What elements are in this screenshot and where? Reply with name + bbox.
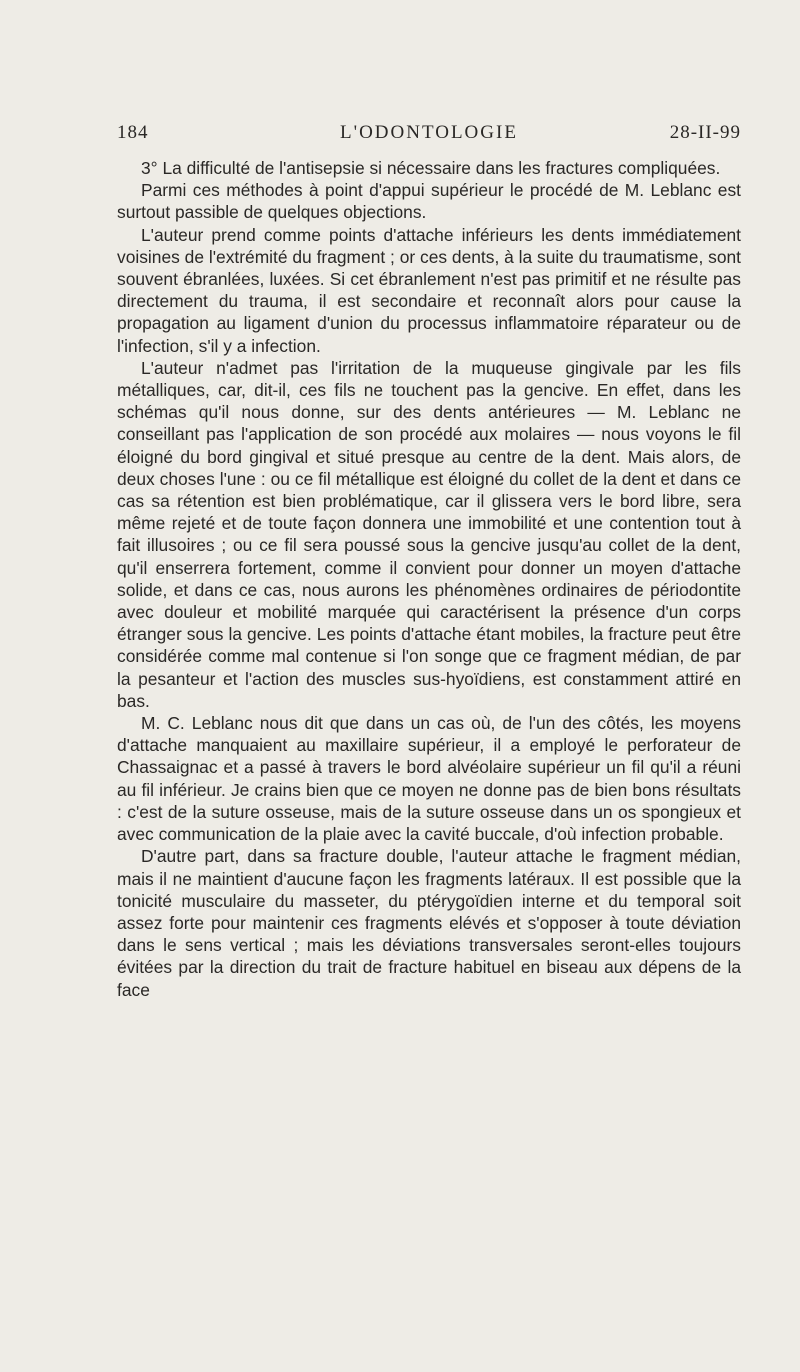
paragraph: L'auteur n'admet pas l'irritation de la muqueuse gingivale par les fils métalliques, car, dit-il, ces fils ne touchent pas la gencive. En effet, dans les schémas qu'il nous donne, sur des dents antérieures — M. Leblanc ne conseillant pas l'application de son procédé aux molaires — nous voyons le fil éloigné du bord gingival et situé presque au centre de la dent. Mais alors, de deux choses l'une : ou ce fil métallique est éloigné du collet de la dent et dans ce cas sa rétention est bien problématique, car il glissera vers le bord libre, sera même rejeté et de toute façon donnera une immobilité et une contention tout à fait illusoires ; ou ce fil sera poussé sous la gencive jusqu'au collet de la dent, qu'il enserrera fortement, comme il convient pour donner un moyen d'attache solide, et dans ce cas, nous aurons les phénomènes ordinaires de périodontite avec douleur et mobilité marquée qui caractérisent la présence d'un corps étranger sous la gencive. Les points d'attache étant mobiles, la fracture peut être considérée comme mal contenue si l'on songe que ce fragment médian, de par la pesanteur et l'action des muscles sus-hyoïdiens, est constamment attiré en bas. [117, 357, 741, 711]
page-number: 184 [117, 122, 149, 143]
paragraph: M. C. Leblanc nous dit que dans un cas où, de l'un des côtés, les moyens d'attache manquaient au maxillaire supérieur, il a employé le perforateur de Chassaignac et a passé à travers le bord alvéolaire supérieur un fil qu'il a réuni au fil inférieur. Je crains bien que ce moyen ne donne pas de bien bons résultats : c'est de la suture osseuse, mais de la suture osseuse dans un os spongieux et avec communication de la plaie avec la cavité buccale, d'où infection probable. [117, 713, 741, 845]
running-header [117, 122, 741, 152]
issue-date: 28-II-99 [669, 122, 741, 143]
paragraph: 3° La difficulté de l'antisepsie si nécessaire dans les fractures compliquées. [141, 158, 721, 178]
paragraph: Parmi ces méthodes à point d'appui supérieur le procédé de M. Leblanc est surtout passible de quelques objections. [117, 180, 741, 223]
paragraph: D'autre part, dans sa fracture double, l'auteur attache le fragment médian, mais il ne maintient d'aucune façon les fragments latéraux. Il est possible que la tonicité musculaire du masseter, du ptérygoïdien interne et du temporal soit assez forte pour maintenir ces fragments elévés et s'opposer à toute déviation dans le sens vertical ; mais les déviations transversales seront-elles toujours évitées par la direction du trait de fracture habituel en biseau aux dépens de la face [117, 846, 741, 1000]
journal-title: L'ODONTOLOGIE [340, 122, 518, 143]
paragraph: L'auteur prend comme points d'attache inférieurs les dents immédiatement voisines de l'extrémité du fragment ; or ces dents, à la suite du traumatisme, sont souvent ébranlées, luxées. Si cet ébranlement n'est pas primitif et ne résulte pas directement du trauma, il est secondaire et reconnaît alors pour cause la propagation au ligament d'union du processus inflammatoire réparateur ou de l'infection, s'il y a infection. [117, 224, 741, 356]
body-text [117, 157, 741, 1001]
